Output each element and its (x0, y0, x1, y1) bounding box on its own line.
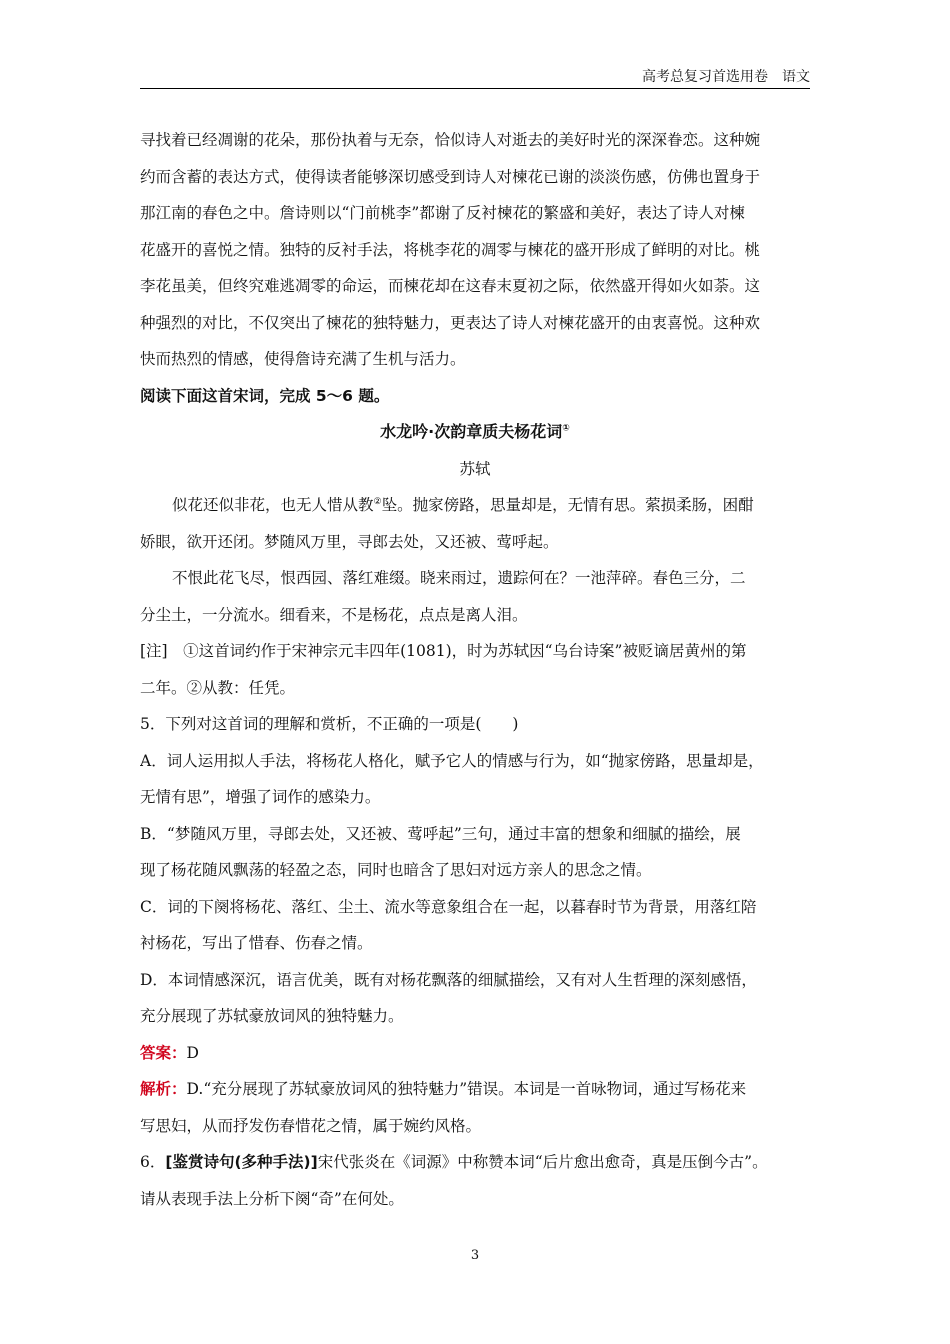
poem-text: 似花还似非花，也无人惜从教 (172, 496, 374, 514)
poem-line (140, 487, 810, 524)
page-number: 3 (470, 1248, 480, 1263)
poem-title-text: 水龙吟·次韵章质夫杨花词 (380, 422, 563, 441)
page-content (140, 122, 810, 1217)
option-a: A．词人运用拟人手法，将杨花人格化，赋予它人的情感与行为，如“抛家傍路，思量却是， (140, 751, 764, 770)
option-d: D．本词情感深沉，语言优美，既有对杨花飘落的细腻描绘，又有对人生哲理的深刻感悟， (140, 970, 757, 989)
answer (140, 1035, 810, 1072)
analysis-line: 约而含蓄的表达方式，使得读者能够深切感受到诗人对楝花已谢的淡淡伤感，仿佛也置身于 (140, 167, 761, 186)
option-a: 无情有思”，增强了词作的感染力。 (140, 788, 381, 806)
analysis-line: 种强烈的对比，不仅突出了楝花的独特魅力，更表达了诗人对楝花盛开的由衷喜悦。这种欢 (140, 313, 761, 332)
question-6-stem (140, 1144, 810, 1181)
analysis-line: 花盛开的喜悦之情。独特的反衬手法，将桃李花的凋零与楝花的盛开形成了鲜明的对比。桃 (140, 240, 761, 259)
question-6-stem: 请从表现手法上分析下阕“奇”在何处。 (140, 1189, 404, 1208)
question-6-number: 6． (140, 1153, 166, 1171)
poem-title (140, 414, 810, 451)
poem-note: [注] ①这首词约作于宋神宗元丰四年(1081)，时为苏轼因“乌台诗案”被贬谪居黄州的第 (140, 642, 747, 660)
poem-title-note: ① (562, 423, 570, 434)
analysis (140, 1071, 810, 1108)
analysis-label: 解析： (140, 1080, 187, 1098)
poem-line: 分尘土，一分流水。细看来，不是杨花，点点是离人泪。 (140, 605, 528, 624)
poem-note-mark: ② (373, 496, 382, 507)
poem-text: 坠。抛家傍路，思量却是，无情有思。萦损柔肠，困酣 (381, 496, 754, 514)
option-b: 现了杨花随风飘荡的轻盈之态，同时也暗含了思妇对远方亲人的思念之情。 (140, 861, 652, 879)
analysis: 写思妇，从而抒发伤春惜花之情，属于婉约风格。 (140, 1116, 482, 1135)
reading-instruction: 阅读下面这首宋词，完成 5～6 题。 (140, 386, 390, 405)
analysis-text: D.“充分展现了苏轼豪放词风的独特魅力”错误。本词是一首咏物词，通过写杨花来 (186, 1080, 747, 1098)
question-5-stem: 5．下列对这首词的理解和赏析，不正确的一项是( ) (140, 715, 519, 733)
question-6-text: 宋代张炎在《词源》中称赞本词“后片愈出愈奇，真是压倒今古”。 (317, 1153, 768, 1171)
page-header (140, 68, 810, 89)
poem-line: 不恨此花飞尽，恨西园、落红难缀。晓来雨过，遗踪何在？一池萍碎。春色三分，二 (172, 569, 746, 587)
option-c: C．词的下阕将杨花、落红、尘土、流水等意象组合在一起，以暮春时节为背景，用落红陪 (140, 897, 757, 916)
analysis-line: 寻找着已经凋谢的花朵，那份执着与无奈，恰似诗人对逝去的美好时光的深深眷恋。这种婉 (140, 131, 761, 149)
poem-note: 二年。②从教：任凭。 (140, 678, 296, 697)
question-6-tag: [鉴赏诗句(多种手法)] (165, 1153, 318, 1171)
option-b: B．“梦随风万里，寻郎去处，又还被、莺呼起”三句，通过丰富的想象和细腻的描绘，展 (140, 824, 741, 843)
option-d: 充分展现了苏轼豪放词风的独特魅力。 (140, 1007, 404, 1025)
answer-value: D (186, 1043, 199, 1062)
poem-line: 娇眼，欲开还闭。梦随风万里，寻郎去处，又还被、莺呼起。 (140, 532, 559, 551)
option-c: 衬杨花，写出了惜春、伤春之情。 (140, 934, 373, 952)
analysis-line: 李花虽美，但终究难逃凋零的命运，而楝花却在这春末夏初之际，依然盛开得如火如荼。这 (140, 277, 761, 295)
answer-label: 答案： (140, 1043, 187, 1062)
analysis-line: 那江南的春色之中。詹诗则以“门前桃李”都谢了反衬楝花的繁盛和美好，表达了诗人对楝 (140, 204, 745, 222)
header-text: 高考总复习首选用卷 语文 (642, 69, 810, 85)
poem-author: 苏轼 (459, 459, 491, 478)
analysis-line: 快而热烈的情感，使得詹诗充满了生机与活力。 (140, 350, 466, 368)
